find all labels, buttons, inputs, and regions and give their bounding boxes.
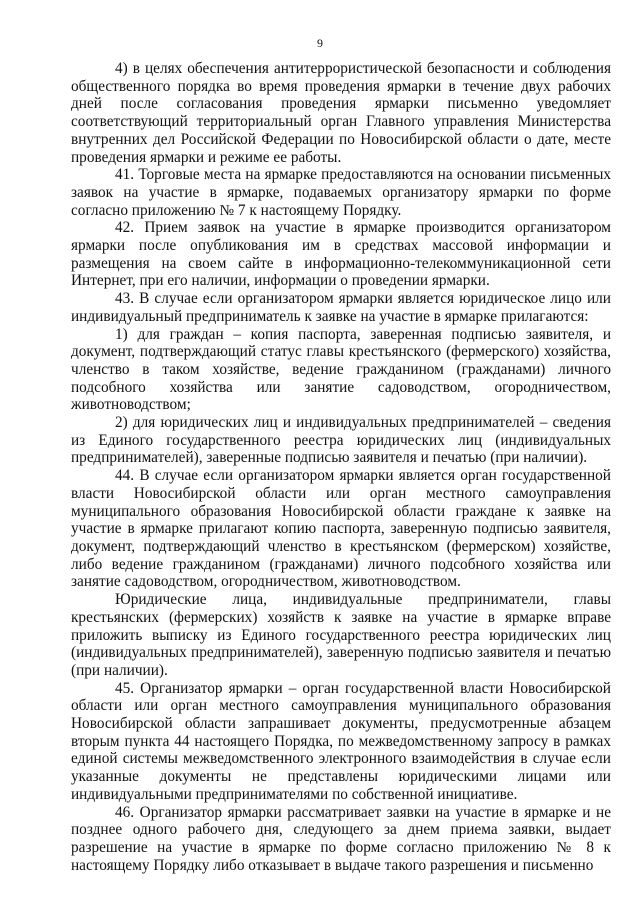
document-body xyxy=(71,60,611,874)
paragraph-44: 44. В случае если организатором ярмарки является орган государственной власти Новосибирской области или орган местного самоуправления муниципального образования Новосибирской области граждане к заявке на участие в ярмарке прилагают копию паспорта, заверенную подписью заявителя, документ, подтверждающий членство в крестьянском (фермерском) хозяйстве, либо ведение гражданином (гражданами) личного подсобного хозяйства или занятие садоводством, огородничеством, животноводством. xyxy=(71,467,611,591)
paragraph-44-second: Юридические лица, индивидуальные предприниматели, главы крестьянских (фермерских) хозяйств к заявке на участие в ярмарке вправе приложить выписку из Единого государственного реестра юридических лиц (индивидуальных предпринимателей), заверенную подписью заявителя и печатью (при наличии). xyxy=(71,591,611,679)
paragraph-41: 41. Торговые места на ярмарке предоставляются на основании письменных заявок на участие в ярмарке, подаваемых организатору ярмарки по форме согласно приложению № 7 к настоящему Порядку. xyxy=(71,166,611,219)
paragraph-42: 42. Прием заявок на участие в ярмарке производится организатором ярмарки после опубликования им в средствах массовой информации и размещения на своем сайте в информационно-телекоммуникационной сети Интернет, при его наличии, информации о проведении ярмарки. xyxy=(71,219,611,290)
paragraph-item-4: 4) в целях обеспечения антитеррористической безопасности и соблюдения общественного порядка во время проведения ярмарки в течение двух рабочих дней после согласования проведения ярмарки письменно уведомляет соответствующий территориальный орган Главного управления Министерства внутренних дел Российской Федерации по Новосибирской области о дате, месте проведения ярмарки и режиме ее работы. xyxy=(71,60,611,166)
paragraph-43: 43. В случае если организатором ярмарки является юридическое лицо или индивидуальный предприниматель к заявке на участие в ярмарке прилагаются: xyxy=(71,290,611,325)
page-number: 9 xyxy=(317,36,323,50)
paragraph-43-item-2: 2) для юридических лиц и индивидуальных предпринимателей – сведения из Единого государственного реестра юридических лиц (индивидуальных предпринимателей), заверенные подписью заявителя и печатью (при наличии). xyxy=(71,414,611,467)
paragraph-43-item-1: 1) для граждан – копия паспорта, заверенная подписью заявителя, и документ, подтверждающий статус главы крестьянского (фермерского) хозяйства, членство в таком хозяйстве, ведение гражданином (гражданами) личного подсобного хозяйства или занятие садоводством, огородничеством, животноводством; xyxy=(71,325,611,414)
paragraph-46: 46. Организатор ярмарки рассматривает заявки на участие в ярмарке и не позднее одного рабочего дня, следующего за днем приема заявки, выдает разрешение на участие в ярмарке по форме согласно приложению № 8 к настоящему Порядку либо отказывает в выдаче такого разрешения и письменно xyxy=(71,803,611,874)
paragraph-45: 45. Организатор ярмарки – орган государственной власти Новосибирской области или орган местного самоуправления муниципального образования Новосибирской области запрашивает документы, предусмотренные абзацем вторым пункта 44 настоящего Порядка, по межведомственному запросу в рамках единой системы межведомственного электронного взаимодействия в случае если указанные документы не представлены юридическими лицами или индивидуальными предпринимателями по собственной инициативе. xyxy=(71,679,611,803)
